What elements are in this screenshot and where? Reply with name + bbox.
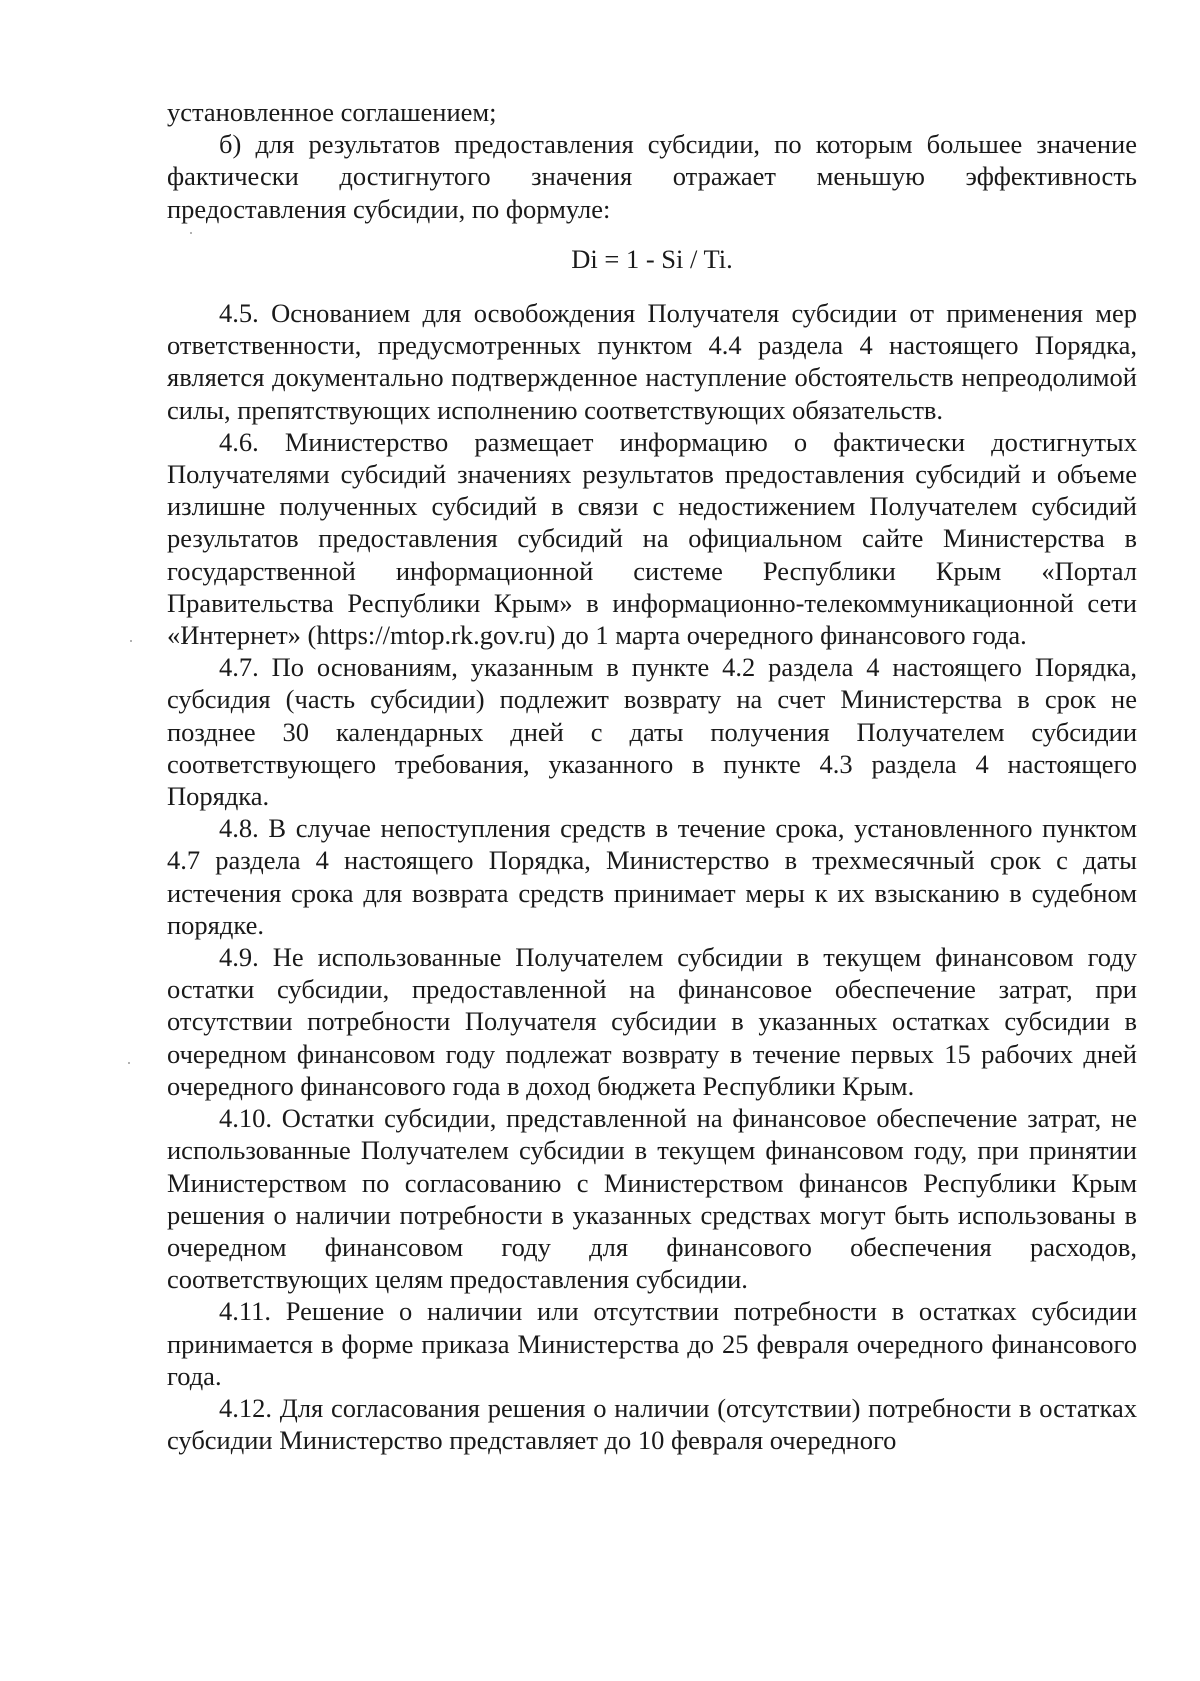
scan-speck: [190, 232, 192, 234]
paragraph-4-11: 4.11. Решение о наличии или отсутствии потребности в остатках субсидии принимается в форме приказа Министерства до 25 февраля очередного финансового года.: [167, 1296, 1137, 1391]
formula: Di = 1 - Si / Ti.: [571, 243, 733, 274]
paragraph-4-6: 4.6. Министерство размещает информацию о фактически достигнутых Получателями субсидий значениях результатов предоставления субсидий и объеме излишне полученных субсидий в связи с недостижением Получателем субсидий результатов предоставления субсидий на официальном сайте Министерства в государственной информационной системе Республики Крым «Портал Правительства Республики Крым» в информационно-телекоммуникационной сети «Интернет» (https://mtop.rk.gov.ru) до 1 марта очередного финансового года.: [167, 426, 1137, 651]
scan-speck: [130, 640, 132, 642]
paragraph-4-9: 4.9. Не использованные Получателем субсидии в текущем финансовом году остатки субсидии, предоставленной на финансовое обеспечение затрат, при отсутствии потребности Получателя субсидии в указанных остатках субсидии в очередном финансовом году подлежат возврату в течение первых 15 рабочих дней очередного финансового года в доход бюджета Республики Крым.: [167, 942, 1137, 1101]
paragraph-item-b: б) для результатов предоставления субсидии, по которым большее значение фактически достигнутого значения отражает меньшую эффективность предоставления субсидии, по формуле:: [167, 129, 1137, 224]
document-body: [167, 96, 1137, 1456]
scan-speck: [128, 1062, 130, 1064]
paragraph-4-12: 4.12. Для согласования решения о наличии (отсутствии) потребности в остатках субсидии Министерство представляет до 10 февраля очередного: [167, 1392, 1137, 1456]
paragraph-4-8: 4.8. В случае непоступления средств в течение срока, установленного пунктом 4.7 раздела 4 настоящего Порядка, Министерство в трехмесячный срок с даты истечения срока для возврата средств принимает меры к их взысканию в судебном порядке.: [167, 813, 1137, 940]
paragraph-continuation: установленное соглашением;: [167, 97, 497, 127]
paragraph-4-7: 4.7. По основаниям, указанным в пункте 4.2 раздела 4 настоящего Порядка, субсидия (часть субсидии) подлежит возврату на счет Министерства в срок не позднее 30 календарных дней с даты получения Получателем субсидии соответствующего требования, указанного в пункте 4.3 раздела 4 настоящего Порядка.: [167, 652, 1137, 812]
paragraph-4-5: 4.5. Основанием для освобождения Получателя субсидии от применения мер ответственности, предусмотренных пунктом 4.4 раздела 4 настоящего Порядка, является документально подтвержденное наступление обстоятельств непреодолимой силы, препятствующих исполнению соответствующих обязательств.: [167, 298, 1137, 425]
paragraph-4-10: 4.10. Остатки субсидии, представленной на финансовое обеспечение затрат, не использованные Получателем субсидии в текущем финансовом году, при принятии Министерством по согласованию с Министерством финансов Республики Крым решения о наличии потребности в указанных средствах могут быть использованы в очередном финансовом году для финансового обеспечения расходов, соответствующих целям предоставления субсидии.: [167, 1103, 1137, 1295]
